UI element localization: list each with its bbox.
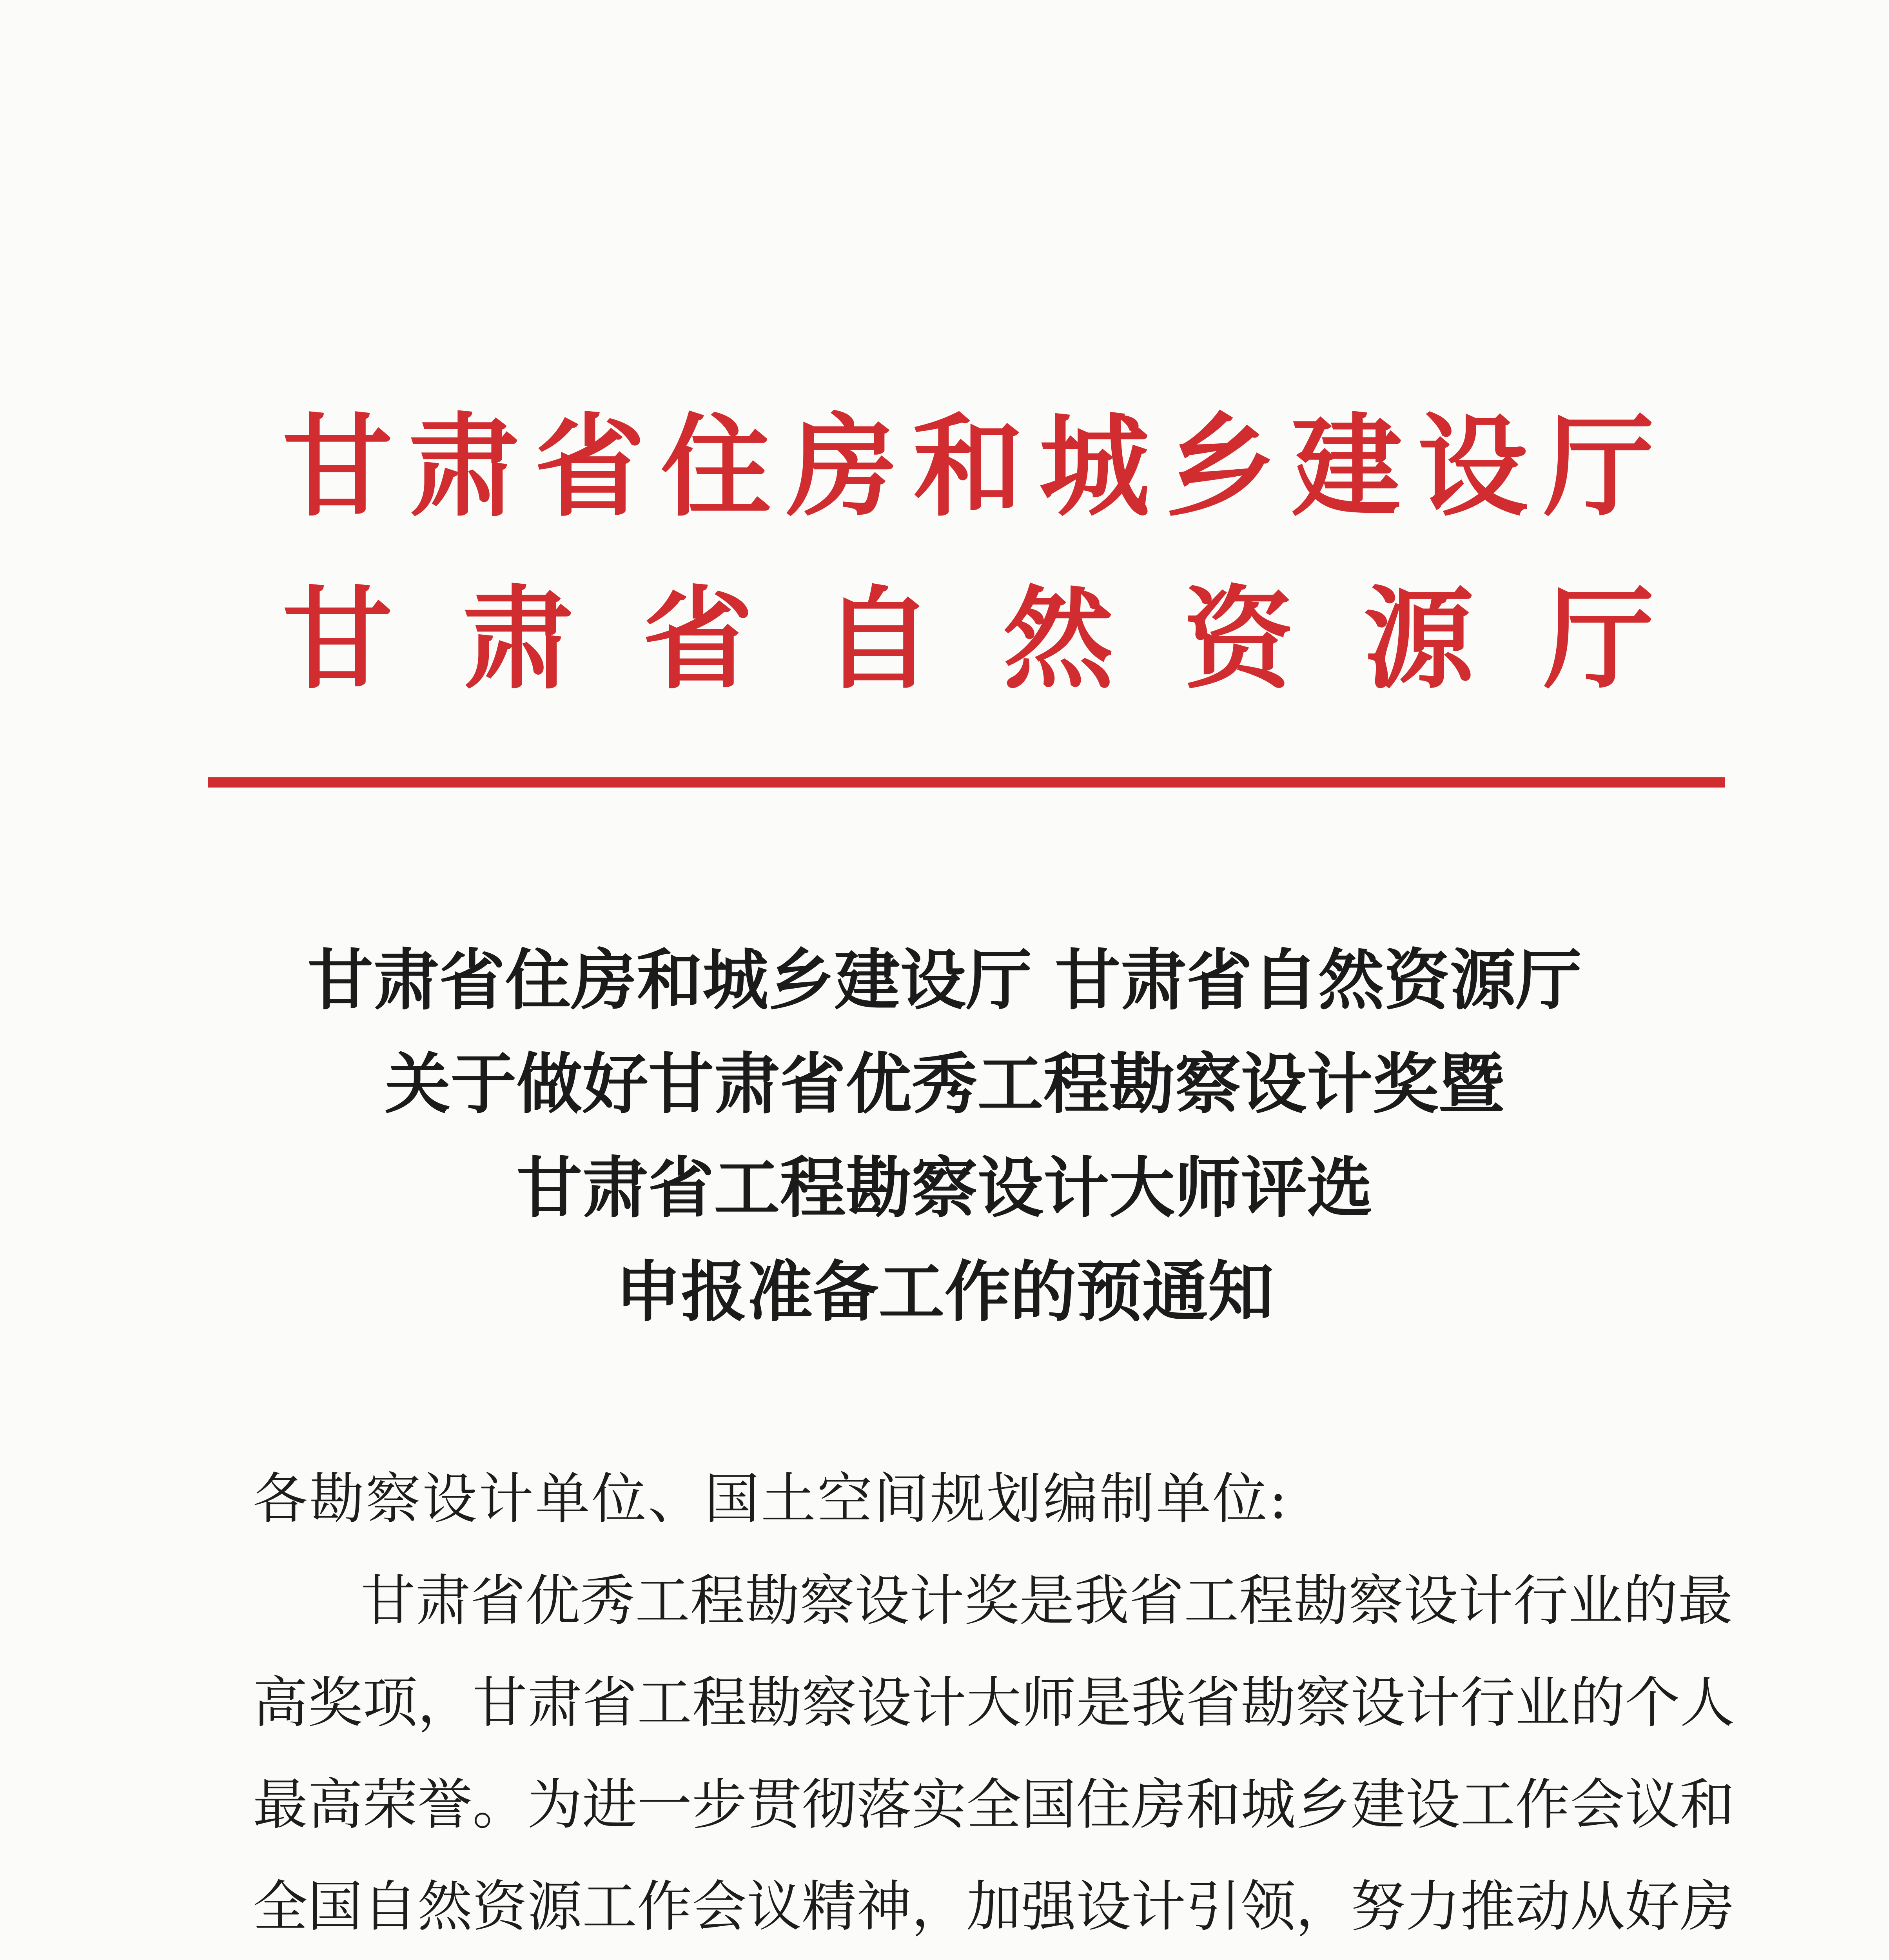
char: 项: [363, 1671, 418, 1735]
char: 甘: [282, 574, 393, 704]
char: 甘: [472, 1671, 528, 1735]
char: 然: [1003, 574, 1114, 704]
char: 勘: [1241, 1671, 1296, 1735]
char: 察: [1348, 1569, 1404, 1633]
char: 实: [911, 1773, 967, 1837]
char: 住: [1076, 1773, 1131, 1837]
char: 察: [802, 1671, 857, 1735]
char: 高: [308, 1773, 363, 1837]
char: 落: [856, 1773, 912, 1837]
document-title-line: 关于做好甘肃省优秀工程勘察设计奖暨: [385, 1045, 1504, 1123]
char: 行: [1513, 1569, 1568, 1633]
char: 和: [913, 401, 1023, 532]
char: 为: [527, 1773, 582, 1837]
char: 。: [472, 1773, 528, 1837]
char: 大: [966, 1671, 1022, 1735]
char: 贯: [747, 1773, 802, 1837]
char: 从: [1570, 1875, 1625, 1939]
char: 省: [642, 574, 753, 704]
char: 计: [911, 1671, 967, 1735]
char: 我: [1074, 1569, 1129, 1633]
char: 城: [1039, 401, 1150, 532]
char: 誉: [417, 1773, 473, 1837]
char: 步: [692, 1773, 747, 1837]
char: 设: [855, 1569, 910, 1633]
char: 程: [692, 1671, 747, 1735]
char: 议: [1625, 1773, 1680, 1837]
char: 业: [1515, 1671, 1570, 1735]
char: 肃: [527, 1671, 582, 1735]
char: 会: [692, 1875, 747, 1939]
char: 是: [1076, 1671, 1131, 1735]
char: 设: [1417, 401, 1528, 532]
red-header-rule: [208, 777, 1725, 788]
char: 设: [856, 1671, 912, 1735]
char: 是: [1019, 1569, 1074, 1633]
char: 精: [802, 1875, 857, 1939]
body-text-line: [253, 1664, 1735, 1742]
char: 工: [582, 1875, 637, 1939]
char: 的: [1623, 1569, 1678, 1633]
document-title-line: 甘肃省住房和城乡建设厅 甘肃省自然资源厅: [307, 941, 1582, 1019]
char: 工: [635, 1569, 690, 1633]
char: 师: [1021, 1671, 1076, 1735]
char: 省: [534, 401, 645, 532]
char: 肃: [416, 1569, 471, 1633]
char: 工: [1460, 1773, 1515, 1837]
char: 优: [525, 1569, 581, 1633]
char: 源: [1363, 574, 1474, 704]
char: 的: [1570, 1671, 1625, 1735]
char: 动: [1515, 1875, 1570, 1939]
char: 厅: [1543, 574, 1654, 704]
char: 计: [1458, 1569, 1513, 1633]
char: 国: [1021, 1773, 1076, 1837]
document-title-line: 甘肃省工程勘察设计大师评选: [516, 1149, 1373, 1227]
char: 乡: [1165, 401, 1276, 532]
char: 全: [966, 1773, 1022, 1837]
char: 建: [1291, 401, 1402, 532]
char: 肃: [408, 401, 519, 532]
char: ，: [911, 1875, 967, 1939]
char: 肃: [462, 574, 573, 704]
char: 房: [1131, 1773, 1186, 1837]
char: 省: [470, 1569, 526, 1633]
char: 甘: [361, 1569, 416, 1633]
char: 住: [661, 401, 771, 532]
char: 计: [909, 1569, 965, 1633]
char: 一: [637, 1773, 692, 1837]
char: 程: [1239, 1569, 1294, 1633]
char: 计: [1131, 1875, 1186, 1939]
char: 勘: [1294, 1569, 1349, 1633]
char: 高: [253, 1671, 308, 1735]
char: 省: [1186, 1671, 1241, 1735]
char: 乡: [1296, 1773, 1351, 1837]
char: 努: [1350, 1875, 1406, 1939]
char: 察: [1296, 1671, 1351, 1735]
char: 城: [1241, 1773, 1296, 1837]
char: 设: [1076, 1875, 1131, 1939]
char: 程: [690, 1569, 745, 1633]
document-title-line: 申报准备工作的预通知: [615, 1253, 1274, 1330]
char: 推: [1460, 1875, 1515, 1939]
char: 设: [1403, 1569, 1459, 1633]
char: 察: [800, 1569, 855, 1633]
char: 设: [1405, 1773, 1461, 1837]
char: ，: [1296, 1875, 1351, 1939]
char: 奖: [964, 1569, 1020, 1633]
char: 自: [363, 1875, 418, 1939]
char: ，: [417, 1671, 473, 1735]
char: 设: [1350, 1671, 1406, 1735]
char: 最: [1678, 1569, 1733, 1633]
body-text-line: [253, 1868, 1735, 1946]
char: 厅: [1543, 401, 1654, 532]
char: 工: [637, 1671, 692, 1735]
char: 全: [253, 1875, 308, 1939]
char: 神: [856, 1875, 912, 1939]
char: 作: [1515, 1773, 1570, 1837]
char: 房: [787, 401, 898, 532]
char: 房: [1680, 1875, 1735, 1939]
char: 然: [417, 1875, 473, 1939]
char: 彻: [802, 1773, 857, 1837]
char: 议: [747, 1875, 802, 1939]
char: 人: [1680, 1671, 1735, 1735]
issuer-name-housing: [282, 401, 1654, 532]
char: 甘: [282, 401, 393, 532]
char: 个: [1625, 1671, 1680, 1735]
char: 作: [637, 1875, 692, 1939]
char: 我: [1131, 1671, 1186, 1735]
char: 和: [1680, 1773, 1735, 1837]
char: 建: [1350, 1773, 1406, 1837]
char: 工: [1184, 1569, 1239, 1633]
char: 强: [1021, 1875, 1076, 1939]
char: 源: [527, 1875, 582, 1939]
char: 国: [308, 1875, 363, 1939]
char: 和: [1186, 1773, 1241, 1837]
char: 省: [1129, 1569, 1184, 1633]
char: 力: [1405, 1875, 1461, 1939]
char: 领: [1241, 1875, 1296, 1939]
char: 资: [1183, 574, 1294, 704]
char: 最: [253, 1773, 308, 1837]
char: 资: [472, 1875, 528, 1939]
char: 业: [1568, 1569, 1623, 1633]
char: 引: [1186, 1875, 1241, 1939]
body-text-line: [253, 1766, 1735, 1844]
char: 加: [966, 1875, 1022, 1939]
char: 行: [1460, 1671, 1515, 1735]
char: 奖: [308, 1671, 363, 1735]
char: 计: [1405, 1671, 1461, 1735]
body-text-line: [361, 1562, 1733, 1641]
issuer-name-natural-resources: [282, 574, 1654, 704]
char: 勘: [747, 1671, 802, 1735]
char: 会: [1570, 1773, 1625, 1837]
char: 好: [1625, 1875, 1680, 1939]
char: 省: [582, 1671, 637, 1735]
char: 荣: [363, 1773, 418, 1837]
char: 进: [582, 1773, 637, 1837]
addressee: 各勘察设计单位、国土空间规划编制单位:: [253, 1467, 1289, 1531]
char: 自: [823, 574, 934, 704]
char: 勘: [745, 1569, 800, 1633]
char: 秀: [580, 1569, 635, 1633]
